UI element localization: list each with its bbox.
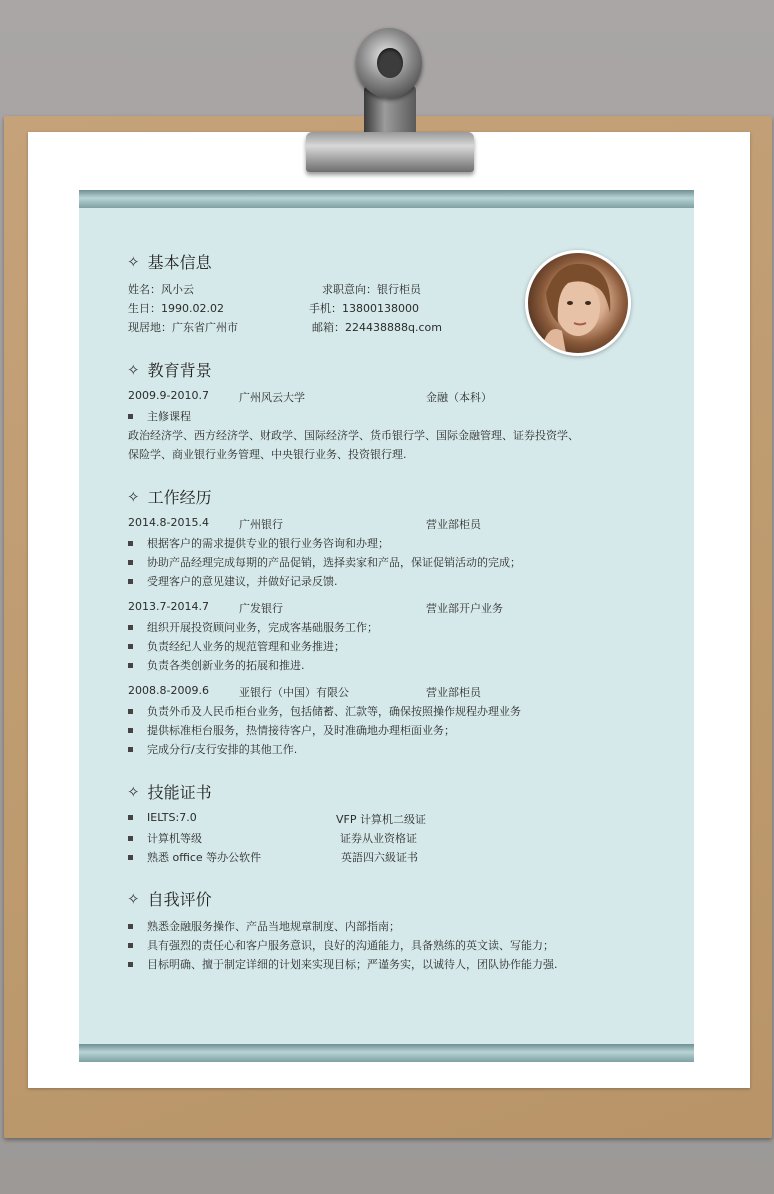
work-role: 营业部柜员 (426, 518, 481, 531)
diamond-icon: ✧ (127, 252, 140, 271)
section-skills-title: ✧ 技能证书 (127, 782, 212, 802)
section-basic-title: ✧ 基本信息 (127, 252, 212, 272)
list-item: 负责各类创新业务的拓展和推进. (128, 657, 305, 673)
work-period: 2014.8-2015.4 (128, 516, 209, 529)
work-company: 广州银行 (239, 518, 283, 531)
square-bullet-icon (128, 414, 133, 419)
square-bullet-icon (128, 815, 133, 820)
diamond-icon: ✧ (127, 782, 140, 801)
binder-clip-hole (377, 48, 403, 78)
avatar (525, 250, 631, 356)
list-item: 根据客户的需求提供专业的银行业务咨询和办理； (128, 535, 389, 551)
square-bullet-icon (128, 560, 133, 565)
square-bullet-icon (128, 644, 133, 649)
square-bullet-icon (128, 541, 133, 546)
list-item: 熟悉金融服务操作、产品当地规章制度、内部指南； (128, 918, 400, 934)
work-period: 2013.7-2014.7 (128, 600, 209, 613)
square-bullet-icon (128, 663, 133, 668)
list-item: 计算机等级 (128, 830, 202, 846)
square-bullet-icon (128, 962, 133, 967)
square-bullet-icon (128, 855, 133, 860)
diamond-icon: ✧ (127, 487, 140, 506)
list-item: 具有强烈的责任心和客户服务意识，良好的沟通能力，具备熟练的英文读、写能力； (128, 937, 554, 953)
list-item: 完成分行/支行安排的其他工作. (128, 741, 297, 757)
work-company: 广发银行 (239, 602, 283, 615)
square-bullet-icon (128, 625, 133, 630)
skill-right: 证券从业资格证 (340, 832, 417, 845)
education-major: 金融（本科） (426, 391, 492, 404)
list-item: 目标明确、擅于制定详细的计划来实现目标；严谨务实，以诚待人，团队协作能力强. (128, 956, 558, 972)
binder-clip-plate (306, 132, 474, 172)
list-item: 负责外币及人民币柜台业务，包括储蓄、汇款等，确保按照操作规程办理业务 (128, 703, 521, 719)
diamond-icon: ✧ (127, 360, 140, 379)
work-period: 2008.8-2009.6 (128, 684, 209, 697)
square-bullet-icon (128, 943, 133, 948)
list-item: 负责经纪人业务的规范管理和业务推进； (128, 638, 345, 654)
education-period: 2009.9-2010.7 (128, 389, 209, 402)
resume-top-bar (79, 190, 694, 208)
basic-email: 邮箱：224438888q.com (312, 321, 442, 334)
list-item: 主修课程 (128, 408, 191, 424)
square-bullet-icon (128, 747, 133, 752)
list-item: 熟悉 office 等办公软件 (128, 849, 261, 865)
basic-intent: 求职意向：银行柜员 (322, 283, 421, 296)
section-self-title: ✧ 自我评价 (127, 889, 212, 909)
section-work-title: ✧ 工作经历 (127, 487, 212, 507)
skill-right: VFP 计算机二级证 (336, 813, 426, 826)
square-bullet-icon (128, 709, 133, 714)
square-bullet-icon (128, 728, 133, 733)
square-bullet-icon (128, 836, 133, 841)
basic-name: 姓名：风小云 (128, 283, 194, 296)
education-courses-line2: 保险学、商业银行业务管理、中央银行业务、投资银行理. (128, 448, 407, 461)
portrait-photo (528, 253, 628, 353)
list-item: 提供标准柜台服务，热情接待客户，及时准确地办理柜面业务； (128, 722, 455, 738)
education-school: 广州风云大学 (239, 391, 305, 404)
list-item: IELTS:7.0 (128, 811, 197, 824)
list-item: 协助产品经理完成每期的产品促销，选择卖家和产品，保证促销活动的完成； (128, 554, 521, 570)
diamond-icon: ✧ (127, 889, 140, 908)
work-company: 亚银行（中国）有限公 (239, 686, 349, 699)
square-bullet-icon (128, 579, 133, 584)
square-bullet-icon (128, 924, 133, 929)
basic-address: 现居地：广东省广州市 (128, 321, 238, 334)
resume-card (79, 190, 694, 1062)
list-item: 组织开展投资顾问业务，完成客基础服务工作； (128, 619, 378, 635)
section-education-title: ✧ 教育背景 (127, 360, 212, 380)
work-role: 营业部柜员 (426, 686, 481, 699)
basic-birth: 生日：1990.02.02 (128, 302, 224, 315)
basic-phone: 手机：13800138000 (309, 302, 419, 315)
resume-bottom-bar (79, 1044, 694, 1062)
list-item: 受理客户的意见建议，并做好记录反馈. (128, 573, 338, 589)
work-role: 营业部开户业务 (426, 602, 503, 615)
skill-right: 英語四六級证书 (341, 851, 418, 864)
education-courses-line1: 政治经济学、西方经济学、财政学、国际经济学、货币银行学、国际金融管理、证券投资学、 (128, 429, 579, 442)
